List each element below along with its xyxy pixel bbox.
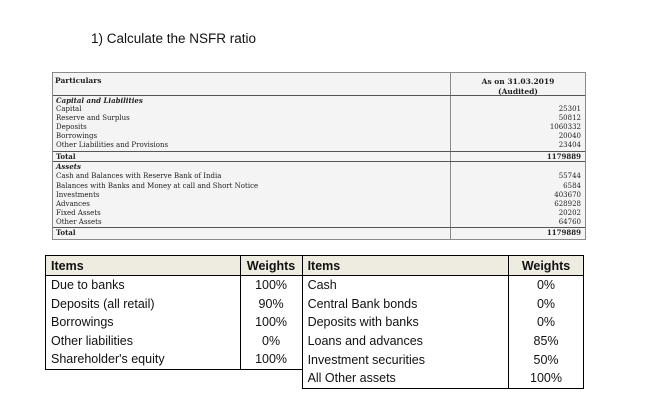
left-weight: 100% [240, 276, 302, 295]
balance-row [56, 132, 581, 141]
table-header-row [46, 256, 584, 276]
table-row [46, 276, 584, 295]
right-item: Cash [302, 276, 508, 295]
balance-row [56, 141, 581, 150]
left-weight: 100% [240, 350, 302, 369]
right-weight: 50% [509, 350, 584, 369]
right-item: Loans and advances [302, 332, 508, 351]
right-weight: 0% [509, 313, 584, 332]
date-header-line: As on 31.03.2019 [481, 77, 555, 86]
row-value: 628928 [554, 200, 581, 208]
row-value: 20202 [558, 209, 581, 217]
balance-row [56, 182, 581, 191]
right-item: All Other assets [302, 369, 508, 388]
left-item: Other liabilities [46, 332, 241, 351]
balance-row [56, 105, 581, 114]
balance-row [56, 114, 581, 123]
liabilities-heading-label: Capital and Liabilities [56, 96, 143, 105]
header-items: Items [46, 256, 241, 276]
row-label: Reserve and Surplus [56, 114, 130, 122]
balance-row [56, 123, 581, 132]
right-weight: 100% [509, 369, 584, 388]
left-item: Shareholder's equity [46, 350, 241, 369]
row-value: 1179889 [546, 228, 581, 237]
right-item: Investment securities [302, 350, 508, 369]
balance-sheet-image [52, 72, 586, 240]
left-item: Deposits (all retail) [46, 295, 241, 314]
liabilities-heading [56, 96, 581, 105]
row-value: 403670 [554, 191, 581, 199]
header-items: Items [302, 256, 508, 276]
audited-label: (Audited) [498, 87, 538, 96]
row-label: Investments [56, 191, 100, 199]
row-label: Deposits [56, 123, 87, 131]
right-weight: 0% [509, 295, 584, 314]
left-item: Borrowings [46, 313, 241, 332]
row-value: 23404 [558, 141, 581, 149]
right-item: Central Bank bonds [302, 295, 508, 314]
row-value: 1060332 [549, 123, 581, 131]
row-value: 20040 [558, 132, 581, 140]
assets-heading [56, 162, 581, 171]
balance-row [56, 172, 581, 181]
weights-table [45, 255, 584, 389]
particulars-header: Particulars [55, 76, 102, 85]
right-item: Deposits with banks [302, 313, 508, 332]
right-weight: 85% [509, 332, 584, 351]
row-value: 64760 [558, 218, 581, 226]
header-weights: Weights [509, 256, 584, 276]
row-label: Borrowings [56, 132, 98, 140]
row-label: Other Liabilities and Provisions [56, 141, 169, 149]
empty-cell [46, 369, 303, 388]
table-row [46, 295, 584, 314]
row-label: Cash and Balances with Reserve Bank of India [56, 172, 222, 180]
table-row [46, 369, 584, 388]
balance-row [56, 191, 581, 200]
row-label: Advances [56, 200, 90, 208]
row-value: 25301 [558, 105, 581, 113]
balance-row [56, 200, 581, 209]
table-row [46, 313, 584, 332]
row-label: Total [56, 228, 76, 237]
header-weights: Weights [240, 256, 302, 276]
question-title: 1) Calculate the NSFR ratio [91, 31, 257, 46]
liabilities-total-row [56, 152, 581, 161]
table-row [46, 332, 584, 351]
row-value: 6584 [563, 182, 581, 190]
left-weight: 90% [240, 295, 302, 314]
balance-row [56, 209, 581, 218]
balance-row [56, 218, 581, 227]
assets-heading-label: Assets [56, 162, 81, 171]
table-row [46, 350, 584, 369]
right-weight: 0% [509, 276, 584, 295]
row-value: 1179889 [546, 152, 581, 161]
row-value: 55744 [558, 172, 581, 180]
date-header [453, 77, 583, 97]
assets-total-row [56, 228, 581, 237]
row-label: Capital [56, 105, 82, 113]
row-label: Other Assets [56, 218, 102, 226]
left-item: Due to banks [46, 276, 241, 295]
row-label: Balances with Banks and Money at call and Short Notice [56, 182, 259, 190]
row-value: 50812 [558, 114, 581, 122]
row-label: Fixed Assets [56, 209, 101, 217]
row-label: Total [56, 152, 76, 161]
left-weight: 0% [240, 332, 302, 351]
left-weight: 100% [240, 313, 302, 332]
